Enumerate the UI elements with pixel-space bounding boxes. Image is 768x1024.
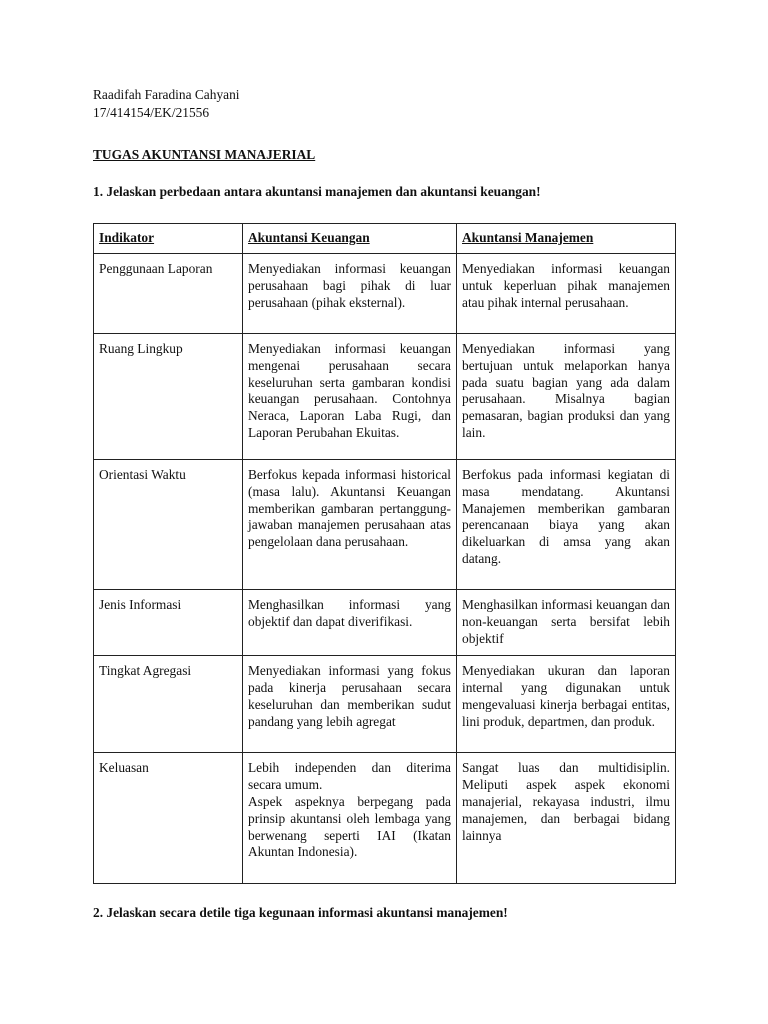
cell-keuangan: Menyediakan informasi keuangan mengenai perusahaan secara keseluruhan serta gambaran kondisi keuangan perusahaan. Contohnya Neraca, Laporan Laba Rugi, dan Laporan Perubahan Ekuitas.: [243, 334, 457, 460]
cell-manajemen: Menyediakan informasi keuangan untuk keperluan pihak manajemen atau pihak internal perusahaan.: [457, 254, 676, 334]
cell-keuangan: Menyediakan informasi keuangan perusahaan bagi pihak di luar perusahaan (pihak eksternal).: [243, 254, 457, 334]
document-title: TUGAS AKUNTANSI MANAJERIAL: [93, 147, 316, 162]
comparison-table: [93, 223, 676, 884]
cell-manajemen: Menyediakan informasi yang bertujuan untuk melaporkan hanya pada suatu bagian yang ada dalam perusahaan. Misalnya bagian pemasaran, bagian produksi dan yang lain.: [457, 334, 676, 460]
cell-keuangan-line-2: Aspek aspeknya berpegang pada prinsip akuntansi oleh lembaga yang berwenang seperti IAI (Ikatan Akuntan Indonesia).: [248, 793, 451, 860]
cell-keuangan-line-1: Lebih independen dan diterima secara umum.: [248, 760, 451, 793]
header-indikator: Indikator: [94, 224, 243, 254]
table-row: [94, 590, 676, 656]
cell-keuangan: Menghasilkan informasi yang objektif dan dapat diverifikasi.: [243, 590, 457, 656]
cell-keuangan: Berfokus kepada informasi historical (masa lalu). Akuntansi Keuangan memberikan gambaran pertanggung-jawaban manajemen perusahaan atas pengelolaan dana perusahaan.: [243, 460, 457, 590]
table-row: [94, 460, 676, 590]
cell-indikator: Jenis Informasi: [94, 590, 243, 656]
question-1: 1. Jelaskan perbedaan antara akuntansi manajemen dan akuntansi keuangan!: [93, 184, 541, 199]
cell-indikator: Tingkat Agregasi: [94, 656, 243, 753]
header-akuntansi-keuangan: Akuntansi Keuangan: [243, 224, 457, 254]
cell-manajemen: Menyediakan ukuran dan laporan internal yang digunakan untuk mengevaluasi kinerja berbagai entitas, lini produk, departmen, dan produk.: [457, 656, 676, 753]
author-name: Raadifah Faradina Cahyani: [93, 87, 240, 102]
cell-manajemen: Menghasilkan informasi keuangan dan non-keuangan serta bersifat lebih objektif: [457, 590, 676, 656]
cell-keuangan: Menyediakan informasi yang fokus pada kinerja perusahaan secara keseluruhan dan memberikan sudut pandang yang lebih agregat: [243, 656, 457, 753]
table-row: [94, 753, 676, 884]
table-header-row: [94, 224, 676, 254]
question-2: 2. Jelaskan secara detile tiga kegunaan informasi akuntansi manajemen!: [93, 905, 508, 920]
cell-indikator: Ruang Lingkup: [94, 334, 243, 460]
table-row: [94, 254, 676, 334]
table-row: [94, 656, 676, 753]
cell-manajemen: Berfokus pada informasi kegiatan di masa mendatang. Akuntansi Manajemen memberikan gambaran perencanaan biaya yang akan dikeluarkan di amsa yang akan datang.: [457, 460, 676, 590]
table-row: [94, 334, 676, 460]
cell-keuangan: [243, 753, 457, 884]
cell-manajemen: Sangat luas dan multidisiplin. Meliputi aspek aspek ekonomi manajerial, rekayasa industri, ilmu manajemen, dan berbagai bidang lainnya: [457, 753, 676, 884]
cell-indikator: Orientasi Waktu: [94, 460, 243, 590]
cell-indikator: Penggunaan Laporan: [94, 254, 243, 334]
student-id: 17/414154/EK/21556: [93, 105, 210, 120]
header-akuntansi-manajemen: Akuntansi Manajemen: [457, 224, 676, 254]
cell-indikator: Keluasan: [94, 753, 243, 884]
